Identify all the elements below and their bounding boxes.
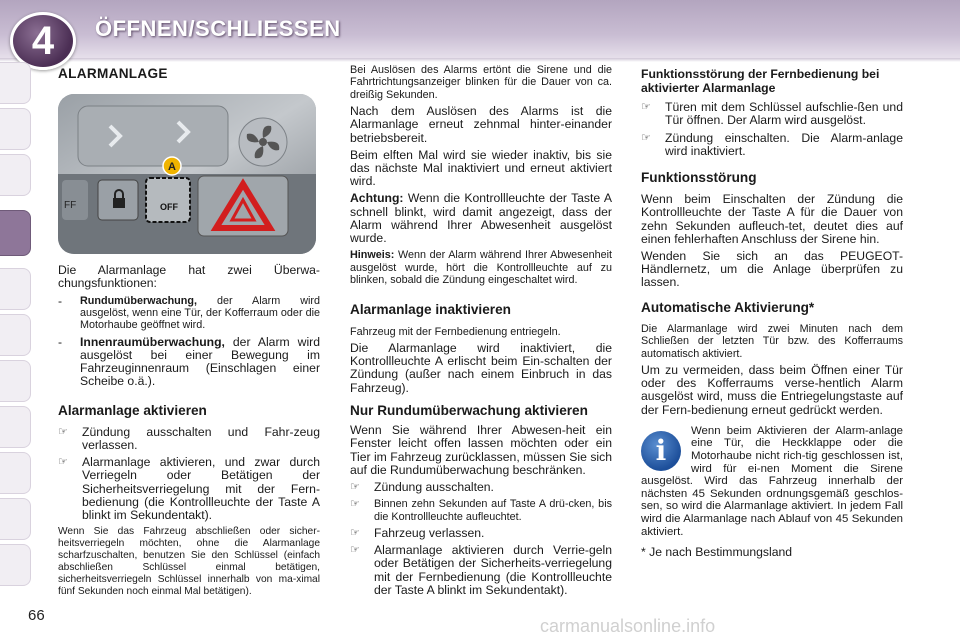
side-tab[interactable] (0, 498, 31, 540)
section-title-alarmanlage: ALARMANLAGE (58, 66, 168, 81)
hinweis-paragraph (350, 249, 612, 286)
paragraph: Beim elften Mal wird sie wieder inaktiv, bis sie das nächste Mal inaktiviert und erneut aktiviert wird. (350, 147, 612, 189)
dashboard-illustration (58, 94, 316, 254)
watermark: carmanualsonline.info (540, 616, 716, 636)
dash-key: Innenraumüberwachung, (80, 334, 225, 349)
hinweis-label: Hinweis: (350, 249, 395, 262)
list-item-text: Zündung ausschalten und Fahr-zeug verlassen. (82, 424, 320, 453)
hand-pointer-icon: ☞ (58, 456, 68, 469)
side-tab[interactable] (0, 314, 31, 356)
hand-pointer-icon: ☞ (641, 101, 651, 114)
svg-text:A: A (168, 161, 176, 174)
deactivate-note: Fahrzeug mit der Fernbedienung entriegeln. (350, 325, 561, 338)
dash-text: der Alarm wird ausgelöst bei einer Bewegung im Fahrzeuginnenraum (Einschlagen einer Scheibe o.ä.). (80, 334, 320, 389)
column-left (58, 64, 320, 602)
list-item (641, 132, 903, 158)
dash-item (58, 336, 320, 389)
list-item-text: Türen mit dem Schlüssel aufschlie-ßen und Tür öffnen. Der Alarm wird ausgelöst. (665, 100, 903, 128)
list-item (350, 544, 612, 597)
side-tab-active[interactable] (0, 210, 31, 256)
side-tab[interactable] (0, 154, 31, 196)
auto-text: Um zu vermeiden, dass beim Öffnen einer Tür oder des Kofferraums verse-hentlich Alarm ausgelöst wird, muss die Entriegelungstaste auf der Fern-bedienung erneut gedrückt werden. (641, 363, 903, 417)
list-item-text: Zündung einschalten. Die Alarm-anlage wird inaktiviert. (665, 130, 903, 158)
info-text: Wenn beim Aktivieren der Alarm-anlage eine Tür, die Heckklappe oder die Motorhaube nicht rich-tig geschlossen ist, wird für ei-nen Moment die Sirene ausgelöst. Wird das Fahrzeug innerhalb der nächsten 45 Sekunden ordnungsgemäß geschlos-sen, so wird die Alarmanlage aktiviert. In jedem Fall wird die Alarmanlage nach Ablauf von 45 Sekunden aktiviert. (641, 424, 903, 538)
side-tab[interactable] (0, 108, 31, 150)
dashboard-photo (58, 94, 316, 254)
activate-note: Wenn Sie das Fahrzeug abschließen oder sicher-heitsverriegeln möchten, ohne die Alarmanlage scharfzuschalten, benutzen Sie den Schlüssel (einfach abschließen Schlüssel einmal betätigen, sicherheitsverriegeln Schlüssel innerhalb von ma-ximal fünf Sekunden noch einmal Mal betätigen). (58, 526, 320, 598)
side-tab[interactable] (0, 452, 31, 494)
list-item (58, 426, 320, 452)
side-tab[interactable] (0, 406, 31, 448)
list-item (350, 527, 612, 540)
paragraph: Nach dem Auslösen des Alarms ist die Alarmanlage erneut zehnmal hinter-einander betriebsbereit. (350, 104, 612, 145)
hand-pointer-icon: ☞ (350, 498, 360, 511)
ff-label: FF (64, 200, 77, 212)
side-tab[interactable] (0, 360, 31, 402)
header-shadow (0, 58, 960, 62)
hand-pointer-icon: ☞ (641, 131, 651, 144)
deactivate-text: Die Alarmanlage wird inaktiviert, die Kontrollleuchte A erlischt beim Ein-schalten der Zündung (außer nach einem Einbruch in das Fahrzeug). (350, 341, 612, 395)
heading-deactivate: Alarmanlage inaktivieren (350, 302, 511, 318)
side-tab[interactable] (0, 62, 31, 104)
column-middle (350, 64, 612, 601)
auto-note: Die Alarmanlage wird zwei Minuten nach dem Schließen der letzten Tür bzw. des Kofferraums automatisch aktiviert. (641, 322, 903, 360)
achtung-text: Wenn die Kontrollleuchte der Taste A schnell blinkt, wird damit angezeigt, dass der Alarm während Ihrer Abwesenheit ausgelöst wurde. (350, 191, 612, 246)
list-item-text: Binnen zehn Sekunden auf Taste A drü-cken, bis die Kontrollleuchte aufleuchtet. (374, 498, 612, 523)
footnote: * Je nach Bestimmungsland (641, 545, 793, 560)
dash-item (58, 295, 320, 332)
perimeter-text: Wenn Sie während Ihrer Abwesen-heit ein Fenster leicht offen lassen möchten oder ein Tier im Fahrzeug zurücklassen, müssen Sie sich auf die Rundumüberwachung beschränken. (350, 423, 612, 477)
dash-text: der Alarm wird ausgelöst, wenn eine Tür, der Kofferraum oder die Motorhaube geöffnet wird. (80, 294, 320, 332)
side-tabs (0, 62, 32, 640)
callout-a (163, 157, 181, 175)
column-right (641, 64, 903, 563)
info-box (641, 425, 903, 538)
heading-fault: Funktionsstörung (641, 170, 757, 185)
page-title: ÖFFNEN/SCHLIESSEN (95, 16, 341, 41)
list-item (641, 101, 903, 127)
list-item (350, 481, 612, 494)
off-label: OFF (160, 202, 178, 213)
side-tab[interactable] (0, 268, 31, 310)
heading-activate: Alarmanlage aktivieren (58, 402, 207, 418)
heading-auto: Automatische Aktivierung* (641, 299, 815, 315)
hand-pointer-icon: ☞ (350, 526, 360, 539)
hinweis-text: Wenn der Alarm während Ihrer Abwesenheit ausgelöst wurde, hört die Kontrollleuchte auf zu blinken, sobald die Zündung eingeschaltet wird. (350, 249, 612, 287)
list-item-text: Zündung ausschalten. (374, 479, 494, 494)
paragraph: Bei Auslösen des Alarms ertönt die Sirene und die Fahrtrichtungsanzeiger blinken für die Dauer von ca. dreißig Sekunden. (350, 64, 612, 101)
intro-text: Die Alarmanlage hat zwei Überwa-chungsfunktionen: (58, 263, 320, 291)
side-tab[interactable] (0, 544, 31, 586)
fault-paragraph: Wenden Sie sich an das PEUGEOT-Händlernetz, um die Anlage überprüfen zu lassen. (641, 249, 903, 290)
chapter-badge: 4 (10, 12, 76, 70)
heading-perimeter: Nur Rundumüberwachung aktivieren (350, 402, 588, 418)
list-item-text: Alarmanlage aktivieren durch Verrie-geln oder Betätigen der Sicherheits-verriegelung mit der Fernbedienung (die Kontrollleuchte der Taste A blinkt im Sekundentakt). (374, 543, 612, 597)
dash-key: Rundumüberwachung, (80, 294, 197, 307)
dash-mark: - (58, 293, 63, 308)
achtung-label: Achtung: (350, 191, 404, 206)
list-item-text: Fahrzeug verlassen. (374, 525, 485, 540)
hand-pointer-icon: ☞ (58, 425, 68, 438)
fault-paragraph: Wenn beim Einschalten der Zündung die Kontrollleuchte der Taste A für die Dauer von zehn Sekunden aufleuch-tet, deutet dies auf einen fehlerhaften Anschluss der Sirene hin. (641, 192, 903, 246)
list-item (350, 498, 612, 523)
hand-pointer-icon: ☞ (350, 480, 360, 493)
hand-pointer-icon: ☞ (350, 544, 360, 557)
info-icon: i (641, 431, 681, 471)
list-item (58, 456, 320, 522)
page-number: 66 (28, 607, 45, 624)
achtung-paragraph (350, 192, 612, 245)
dash-mark: - (58, 334, 63, 349)
heading-remote-fault: Funktionsstörung der Fernbedienung bei aktivierter Alarmanlage (641, 67, 880, 95)
list-item-text: Alarmanlage aktivieren, und zwar durch Verriegeln oder Betätigen der Sicherheitsverriegelung mit der Fern-bedienung (die Kontrollleuchte der Taste A blinkt im Sekundentakt). (82, 455, 320, 523)
